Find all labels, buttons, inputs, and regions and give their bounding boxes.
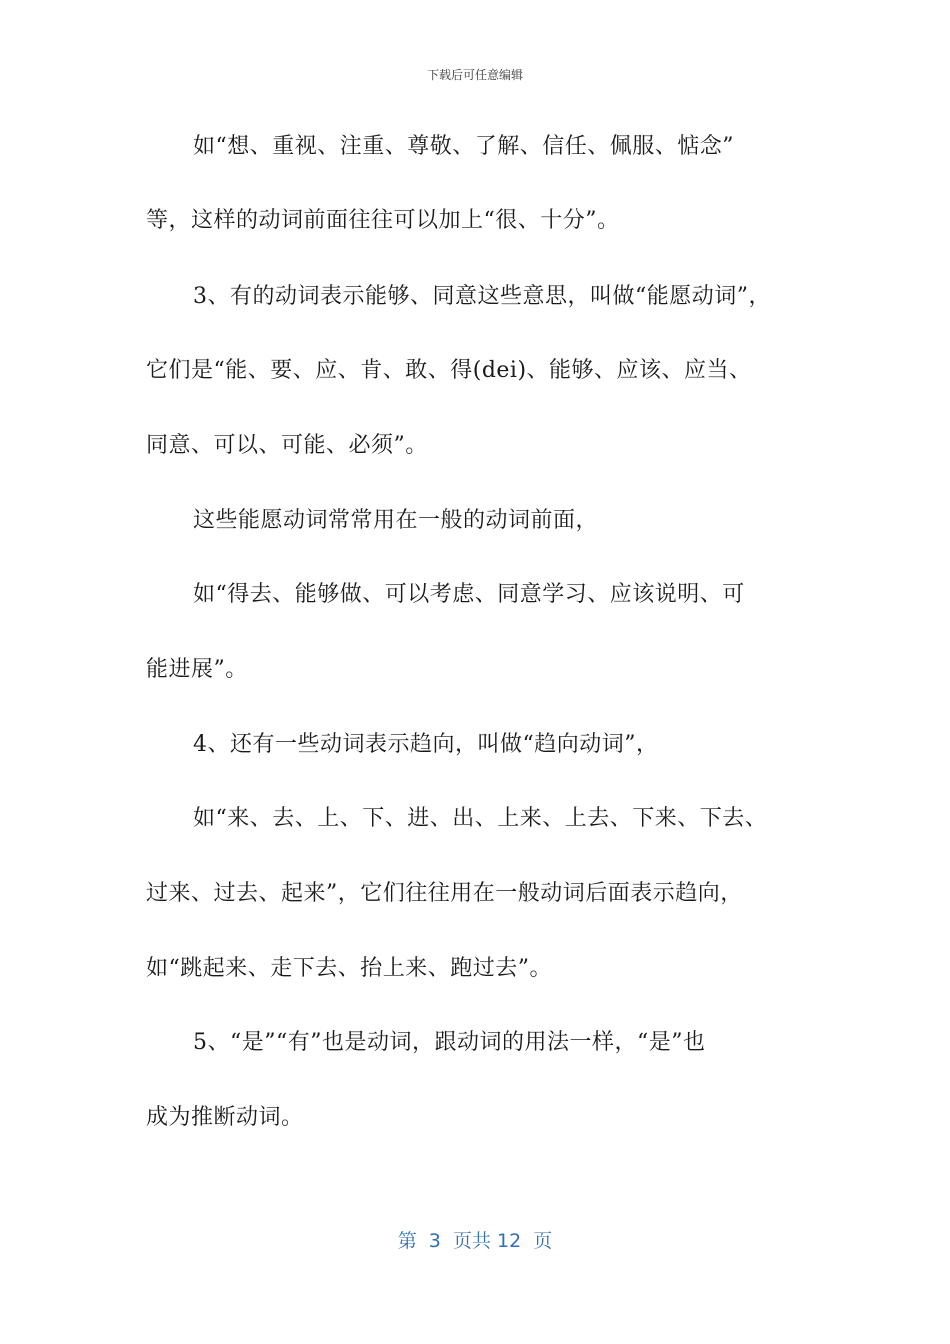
text-line-12: 如“跳起来、走下去、抬上来、跑过去”。: [146, 956, 552, 981]
text-line-13: 5、“是”“有”也是动词，跟动词的用法一样，“是”也: [193, 1030, 706, 1055]
text-line-9: 4、还有一些动词表示趋向，叫做“趋向动词”，: [193, 732, 659, 757]
text-line-2: 等，这样的动词前面往往可以加上“很、十分”。: [146, 208, 620, 233]
page-number-footer: 第 3 页共 12 页: [397, 1230, 553, 1252]
text-line-4: 它们是“能、要、应、肯、敢、得(dei)、能够、应该、应当、: [146, 358, 752, 383]
text-line-7: 如“得去、能够做、可以考虑、同意学习、应该说明、可: [193, 582, 745, 607]
text-line-11: 过来、过去、起来”，它们往往用在一般动词后面表示趋向，: [146, 881, 743, 906]
text-line-6: 这些能愿动词常常用在一般的动词前面，: [193, 508, 599, 533]
text-line-8: 能进展”。: [146, 657, 248, 682]
text-line-3: 3、有的动词表示能够、同意这些意思，叫做“能愿动词”，: [193, 284, 771, 309]
text-line-10: 如“来、去、上、下、进、出、上来、上去、下来、下去、: [193, 806, 768, 831]
text-line-1: 如“想、重视、注重、尊敬、了解、信任、佩服、惦念”: [193, 134, 734, 159]
text-line-14: 成为推断动词。: [146, 1105, 304, 1130]
page-header: 下载后可任意编辑: [426, 68, 523, 82]
text-line-5: 同意、可以、可能、必须”。: [146, 433, 428, 458]
